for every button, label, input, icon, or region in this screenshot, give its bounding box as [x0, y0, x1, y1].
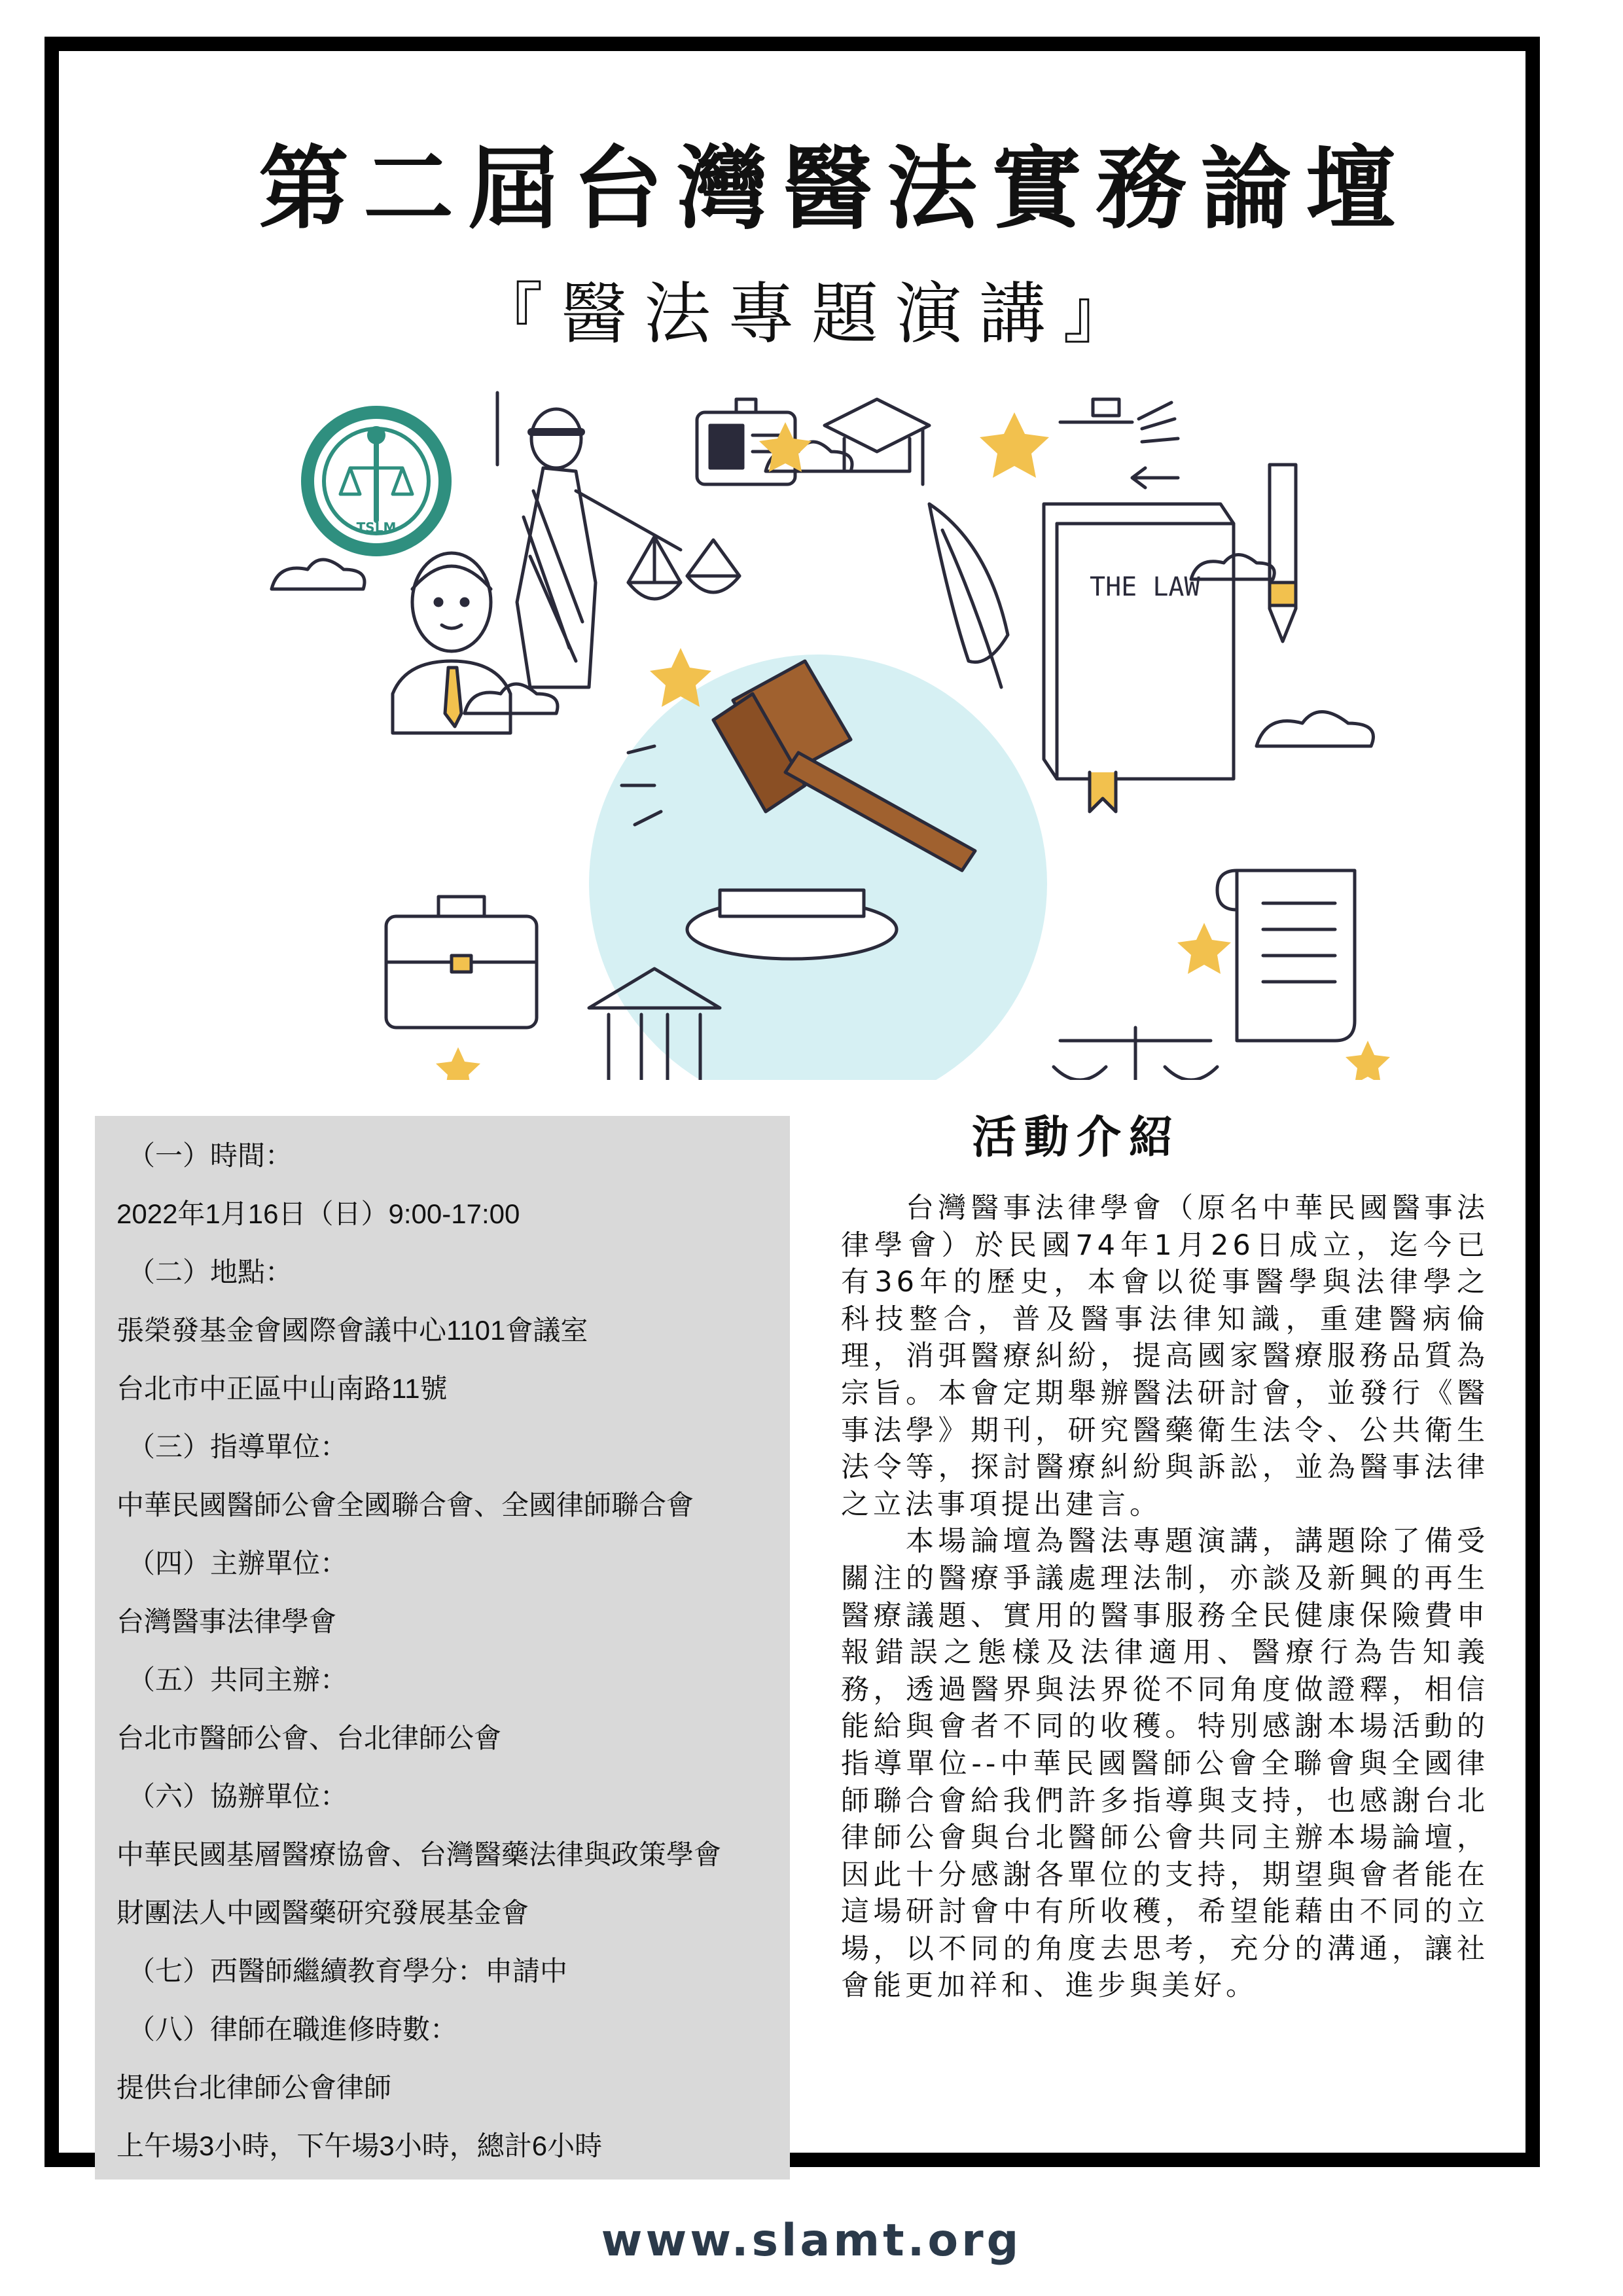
law-book-icon	[1044, 504, 1234, 812]
place-label: （二）地點：	[128, 1257, 293, 1287]
guide-value: 中華民國醫師公會全國聯合會、全國律師聯合會	[116, 1490, 694, 1520]
page-subtitle: 『醫法專題演講』	[476, 276, 1147, 353]
pen-icon	[1270, 465, 1296, 641]
small-gavel-icon	[1060, 399, 1178, 488]
credit-label: （七）西醫師繼續教育學分：申請中	[128, 1956, 568, 1986]
host-value: 台灣醫事法律學會	[116, 1606, 337, 1637]
lady-justice	[497, 393, 740, 687]
lawyer-value-2: 上午場3小時，下午場3小時，總計6小時	[116, 2130, 603, 2161]
star-icon	[980, 412, 1049, 478]
star-icon	[436, 1047, 480, 1080]
time-label: （一）時間：	[128, 1140, 293, 1171]
intro-paragraph-1: 台灣醫事法律學會（原名中華民國醫事法律學會）於民國74年1月26日成立，迄今已有36年的歷史，本會以從事醫學與法律學之科技整合，普及醫事法律知識，重建醫病倫理，消弭醫療糾紛，提高國家醫療服務品質為宗旨。本會定期舉辦醫法研討會，並發行《醫事法學》期刊，研究醫藥衛生法令、公共衛生法令等，探討醫療糾紛與訴訟，並為醫事法律之立法事項提出建言。	[841, 1192, 1489, 1521]
intro-heading: 活動介紹	[972, 1112, 1182, 1164]
book-text: THE LAW	[1090, 572, 1200, 602]
scroll-icon	[1217, 870, 1355, 1041]
star-icon	[1177, 923, 1231, 974]
website-link[interactable]: www.slamt.org	[601, 2215, 1022, 2267]
cohost-label: （五）共同主辦：	[128, 1664, 348, 1695]
briefcase-icon	[386, 897, 537, 1028]
law-illustration	[249, 386, 1459, 1080]
intro-text	[841, 1190, 1489, 2005]
place-value-2: 台北市中正區中山南路11號	[116, 1373, 448, 1404]
guide-label: （三）指導單位：	[128, 1431, 348, 1462]
cohost-value: 台北市醫師公會、台北律師公會	[116, 1723, 502, 1753]
assist-value-1: 中華民國基層醫療協會、台灣醫藥法律與政策學會	[116, 1839, 722, 1870]
tslm-logo	[301, 406, 452, 556]
businessman-icon	[393, 553, 510, 733]
time-value: 2022年1月16日（日）9:00-17:00	[116, 1198, 520, 1229]
cloud-icon	[272, 560, 365, 589]
lawyer-label: （八）律師在職進修時數：	[128, 2014, 458, 2045]
page-title: 第二屆台灣醫法實務論壇	[258, 136, 1410, 242]
event-info-panel	[95, 1116, 790, 2179]
assist-label: （六）協辦單位：	[128, 1781, 348, 1812]
cloud-icon	[1257, 712, 1373, 747]
scales-icon	[1054, 1028, 1217, 1080]
star-icon	[1346, 1041, 1390, 1080]
assist-value-2: 財團法人中國醫藥研究發展基金會	[116, 1897, 529, 1928]
lawyer-value-1: 提供台北律師公會律師	[116, 2072, 392, 2103]
quill-icon	[929, 504, 1008, 687]
logo-text: TSLM	[356, 520, 397, 535]
intro-paragraph-2: 本場論壇為醫法專題演講，講題除了備受關注的醫療爭議處理法制，亦談及新興的再生醫療議題、實用的醫事服務全民健康保險費申報錯誤之態樣及法律適用、醫療行為告知義務，透過醫界與法界從不同角度做證釋，相信能給與會者不同的收穫。特別感謝本場活動的指導單位--中華民國醫師公會全聯會與全國律師聯合會給我們許多指導與支持，也感謝台北律師公會與台北醫師公會共同主辦本場論壇，因此十分感謝各單位的支持，期望與會者能在這場研討會中有所收穫，希望能藉由不同的立場，以不同的角度去思考，充分的溝通，讓社會能更加祥和、進步與美好。	[841, 1525, 1489, 2003]
host-label: （四）主辦單位：	[128, 1548, 348, 1579]
place-value-1: 張榮發基金會國際會議中心1101會議室	[116, 1315, 588, 1346]
